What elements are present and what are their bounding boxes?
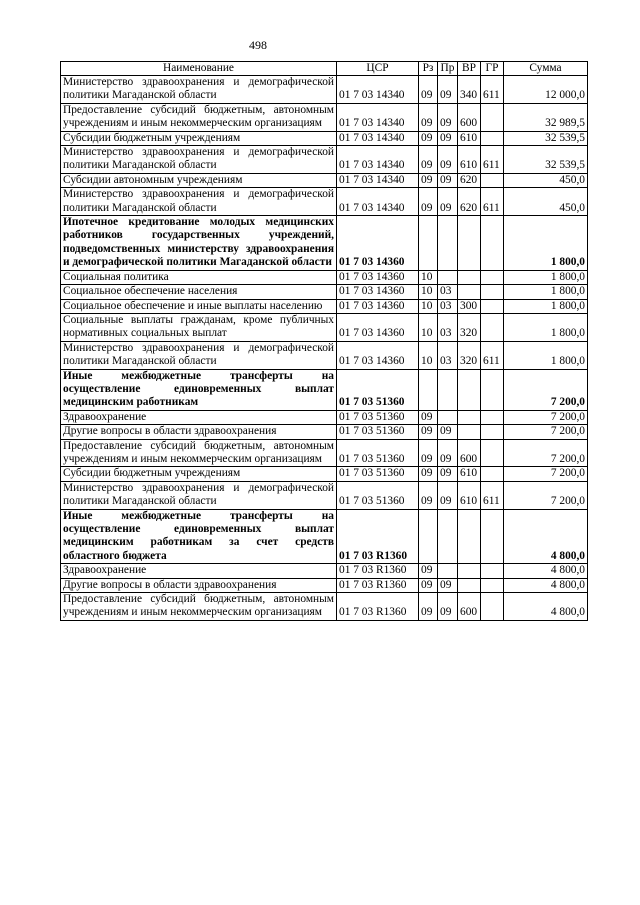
table-body xyxy=(61,76,588,621)
cell-name: Здравоохранение xyxy=(61,564,337,578)
cell-vr: 610 xyxy=(458,481,481,509)
cell-pr: 09 xyxy=(438,593,458,621)
cell-name: Субсидии бюджетным учреждениям xyxy=(61,131,337,145)
cell-name: Субсидии автономным учреждениям xyxy=(61,173,337,187)
cell-gr xyxy=(481,270,504,284)
cell-rz: 10 xyxy=(419,285,438,299)
header-rz: Рз xyxy=(419,62,438,76)
cell-name: Министерство здравоохранения и демографической политики Магаданской области xyxy=(61,188,337,216)
cell-name: Социальное обеспечение населения xyxy=(61,285,337,299)
cell-gr xyxy=(481,103,504,131)
table-header-row xyxy=(61,62,588,76)
cell-rz: 09 xyxy=(419,146,438,174)
cell-vr: 610 xyxy=(458,131,481,145)
cell-name: Министерство здравоохранения и демографической политики Магаданской области xyxy=(61,76,337,104)
cell-rz: 09 xyxy=(419,578,438,592)
cell-csr: 01 7 03 14360 xyxy=(337,341,419,369)
cell-csr: 01 7 03 14360 xyxy=(337,216,419,271)
cell-vr xyxy=(458,578,481,592)
cell-rz: 09 xyxy=(419,410,438,424)
table-row xyxy=(61,173,588,187)
cell-csr: 01 7 03 R1360 xyxy=(337,578,419,592)
cell-pr: 09 xyxy=(438,146,458,174)
cell-sum: 12 000,0 xyxy=(504,76,588,104)
cell-pr: 09 xyxy=(438,481,458,509)
cell-sum: 450,0 xyxy=(504,188,588,216)
cell-sum: 7 200,0 xyxy=(504,481,588,509)
cell-name: Социальная политика xyxy=(61,270,337,284)
cell-sum: 32 539,5 xyxy=(504,146,588,174)
cell-sum: 4 800,0 xyxy=(504,593,588,621)
header-name: Наименование xyxy=(61,62,337,76)
cell-csr: 01 7 03 14340 xyxy=(337,131,419,145)
header-pr: Пр xyxy=(438,62,458,76)
cell-pr: 09 xyxy=(438,439,458,467)
cell-sum: 7 200,0 xyxy=(504,439,588,467)
cell-sum: 4 800,0 xyxy=(504,578,588,592)
cell-gr: 611 xyxy=(481,146,504,174)
cell-pr: 09 xyxy=(438,188,458,216)
cell-pr: 09 xyxy=(438,467,458,481)
table-row xyxy=(61,270,588,284)
cell-rz: 09 xyxy=(419,131,438,145)
table-row xyxy=(61,146,588,174)
cell-sum: 7 200,0 xyxy=(504,369,588,410)
cell-name: Субсидии бюджетным учреждениям xyxy=(61,467,337,481)
cell-gr xyxy=(481,425,504,439)
cell-pr: 03 xyxy=(438,341,458,369)
cell-rz: 09 xyxy=(419,593,438,621)
cell-csr: 01 7 03 51360 xyxy=(337,481,419,509)
cell-rz xyxy=(419,216,438,271)
cell-csr: 01 7 03 51360 xyxy=(337,467,419,481)
cell-gr xyxy=(481,285,504,299)
cell-sum: 32 989,5 xyxy=(504,103,588,131)
cell-pr: 09 xyxy=(438,425,458,439)
cell-gr: 611 xyxy=(481,188,504,216)
cell-csr: 01 7 03 51360 xyxy=(337,439,419,467)
table-row xyxy=(61,481,588,509)
cell-vr xyxy=(458,216,481,271)
cell-vr xyxy=(458,369,481,410)
cell-sum: 32 539,5 xyxy=(504,131,588,145)
cell-vr: 300 xyxy=(458,299,481,313)
cell-rz: 09 xyxy=(419,425,438,439)
cell-sum: 1 800,0 xyxy=(504,216,588,271)
cell-gr xyxy=(481,216,504,271)
cell-name: Социальное обеспечение и иные выплаты населению xyxy=(61,299,337,313)
cell-name: Другие вопросы в области здравоохранения xyxy=(61,578,337,592)
cell-vr xyxy=(458,509,481,564)
budget-table xyxy=(60,61,588,621)
cell-vr: 320 xyxy=(458,313,481,341)
cell-csr: 01 7 03 14340 xyxy=(337,103,419,131)
cell-rz: 09 xyxy=(419,103,438,131)
cell-rz: 09 xyxy=(419,173,438,187)
table-row xyxy=(61,467,588,481)
cell-gr xyxy=(481,564,504,578)
cell-csr: 01 7 03 51360 xyxy=(337,369,419,410)
table-row xyxy=(61,410,588,424)
cell-gr xyxy=(481,593,504,621)
cell-sum: 4 800,0 xyxy=(504,509,588,564)
cell-csr: 01 7 03 14360 xyxy=(337,299,419,313)
cell-gr xyxy=(481,299,504,313)
cell-sum: 450,0 xyxy=(504,173,588,187)
cell-sum: 7 200,0 xyxy=(504,410,588,424)
cell-gr xyxy=(481,439,504,467)
cell-rz: 09 xyxy=(419,564,438,578)
cell-gr xyxy=(481,578,504,592)
cell-name: Иные межбюджетные трансферты на осуществление единовременных выплат медицинским работникам xyxy=(61,369,337,410)
cell-csr: 01 7 03 14360 xyxy=(337,270,419,284)
cell-pr: 03 xyxy=(438,313,458,341)
header-vr: ВР xyxy=(458,62,481,76)
cell-pr: 09 xyxy=(438,578,458,592)
cell-sum: 1 800,0 xyxy=(504,341,588,369)
table-row xyxy=(61,313,588,341)
cell-pr xyxy=(438,410,458,424)
cell-rz: 10 xyxy=(419,270,438,284)
cell-gr xyxy=(481,131,504,145)
cell-csr: 01 7 03 14360 xyxy=(337,285,419,299)
cell-rz: 10 xyxy=(419,299,438,313)
table-row xyxy=(61,369,588,410)
cell-rz: 09 xyxy=(419,481,438,509)
cell-gr xyxy=(481,313,504,341)
cell-name: Другие вопросы в области здравоохранения xyxy=(61,425,337,439)
cell-vr: 600 xyxy=(458,103,481,131)
cell-vr xyxy=(458,410,481,424)
header-gr: ГР xyxy=(481,62,504,76)
cell-gr xyxy=(481,369,504,410)
cell-pr xyxy=(438,509,458,564)
cell-rz: 10 xyxy=(419,313,438,341)
cell-pr xyxy=(438,564,458,578)
cell-rz: 10 xyxy=(419,341,438,369)
cell-sum: 7 200,0 xyxy=(504,467,588,481)
cell-name: Предоставление субсидий бюджетным, автономным учреждениям и иным некоммерческим организациям xyxy=(61,439,337,467)
cell-name: Здравоохранение xyxy=(61,410,337,424)
cell-csr: 01 7 03 R1360 xyxy=(337,564,419,578)
cell-vr: 620 xyxy=(458,173,481,187)
cell-csr: 01 7 03 14340 xyxy=(337,173,419,187)
cell-name: Министерство здравоохранения и демографической политики Магаданской области xyxy=(61,341,337,369)
table-row xyxy=(61,509,588,564)
cell-csr: 01 7 03 51360 xyxy=(337,425,419,439)
cell-gr xyxy=(481,410,504,424)
cell-rz: 09 xyxy=(419,76,438,104)
table-row xyxy=(61,425,588,439)
cell-gr xyxy=(481,509,504,564)
page-number: 498 xyxy=(249,38,267,52)
table-row xyxy=(61,578,588,592)
cell-vr xyxy=(458,425,481,439)
cell-gr xyxy=(481,173,504,187)
table-row xyxy=(61,103,588,131)
cell-rz: 09 xyxy=(419,467,438,481)
cell-name: Предоставление субсидий бюджетным, автономным учреждениям и иным некоммерческим организациям xyxy=(61,103,337,131)
cell-name: Иные межбюджетные трансферты на осуществление единовременных выплат медицинским работникам за счет средств областного бюджета xyxy=(61,509,337,564)
cell-sum: 1 800,0 xyxy=(504,313,588,341)
table-row xyxy=(61,564,588,578)
cell-csr: 01 7 03 14340 xyxy=(337,188,419,216)
cell-name: Министерство здравоохранения и демографической политики Магаданской области xyxy=(61,146,337,174)
cell-pr: 09 xyxy=(438,173,458,187)
cell-sum: 7 200,0 xyxy=(504,425,588,439)
cell-vr xyxy=(458,285,481,299)
table-row xyxy=(61,131,588,145)
cell-name: Министерство здравоохранения и демографической политики Магаданской области xyxy=(61,481,337,509)
cell-name: Социальные выплаты гражданам, кроме публичных нормативных социальных выплат xyxy=(61,313,337,341)
cell-rz xyxy=(419,509,438,564)
cell-pr xyxy=(438,216,458,271)
cell-sum: 1 800,0 xyxy=(504,270,588,284)
table-row xyxy=(61,299,588,313)
cell-pr xyxy=(438,369,458,410)
cell-csr: 01 7 03 14340 xyxy=(337,146,419,174)
cell-vr xyxy=(458,270,481,284)
table-row xyxy=(61,216,588,271)
cell-gr: 611 xyxy=(481,76,504,104)
table-row xyxy=(61,593,588,621)
table-row xyxy=(61,188,588,216)
cell-name: Предоставление субсидий бюджетным, автономным учреждениям и иным некоммерческим организациям xyxy=(61,593,337,621)
cell-csr: 01 7 03 14360 xyxy=(337,313,419,341)
cell-csr: 01 7 03 14340 xyxy=(337,76,419,104)
cell-vr: 610 xyxy=(458,146,481,174)
table-row xyxy=(61,341,588,369)
cell-csr: 01 7 03 R1360 xyxy=(337,593,419,621)
cell-vr: 320 xyxy=(458,341,481,369)
cell-gr xyxy=(481,467,504,481)
cell-vr xyxy=(458,564,481,578)
cell-rz xyxy=(419,369,438,410)
cell-rz: 09 xyxy=(419,188,438,216)
cell-sum: 1 800,0 xyxy=(504,299,588,313)
cell-gr: 611 xyxy=(481,341,504,369)
header-csr: ЦСР xyxy=(337,62,419,76)
table-row xyxy=(61,76,588,104)
table-row xyxy=(61,285,588,299)
cell-vr: 600 xyxy=(458,593,481,621)
cell-pr: 09 xyxy=(438,76,458,104)
cell-csr: 01 7 03 R1360 xyxy=(337,509,419,564)
cell-gr: 611 xyxy=(481,481,504,509)
cell-pr xyxy=(438,270,458,284)
cell-sum: 4 800,0 xyxy=(504,564,588,578)
cell-rz: 09 xyxy=(419,439,438,467)
table-row xyxy=(61,439,588,467)
header-sum: Сумма xyxy=(504,62,588,76)
cell-pr: 09 xyxy=(438,131,458,145)
cell-pr: 03 xyxy=(438,299,458,313)
cell-vr: 610 xyxy=(458,467,481,481)
cell-vr: 340 xyxy=(458,76,481,104)
cell-sum: 1 800,0 xyxy=(504,285,588,299)
cell-vr: 600 xyxy=(458,439,481,467)
cell-pr: 03 xyxy=(438,285,458,299)
cell-vr: 620 xyxy=(458,188,481,216)
cell-name: Ипотечное кредитование молодых медицинских работников государственных учреждений, подведомственных министерству здравоохранения и демографической политики Магаданской области xyxy=(61,216,337,271)
cell-csr: 01 7 03 51360 xyxy=(337,410,419,424)
cell-pr: 09 xyxy=(438,103,458,131)
